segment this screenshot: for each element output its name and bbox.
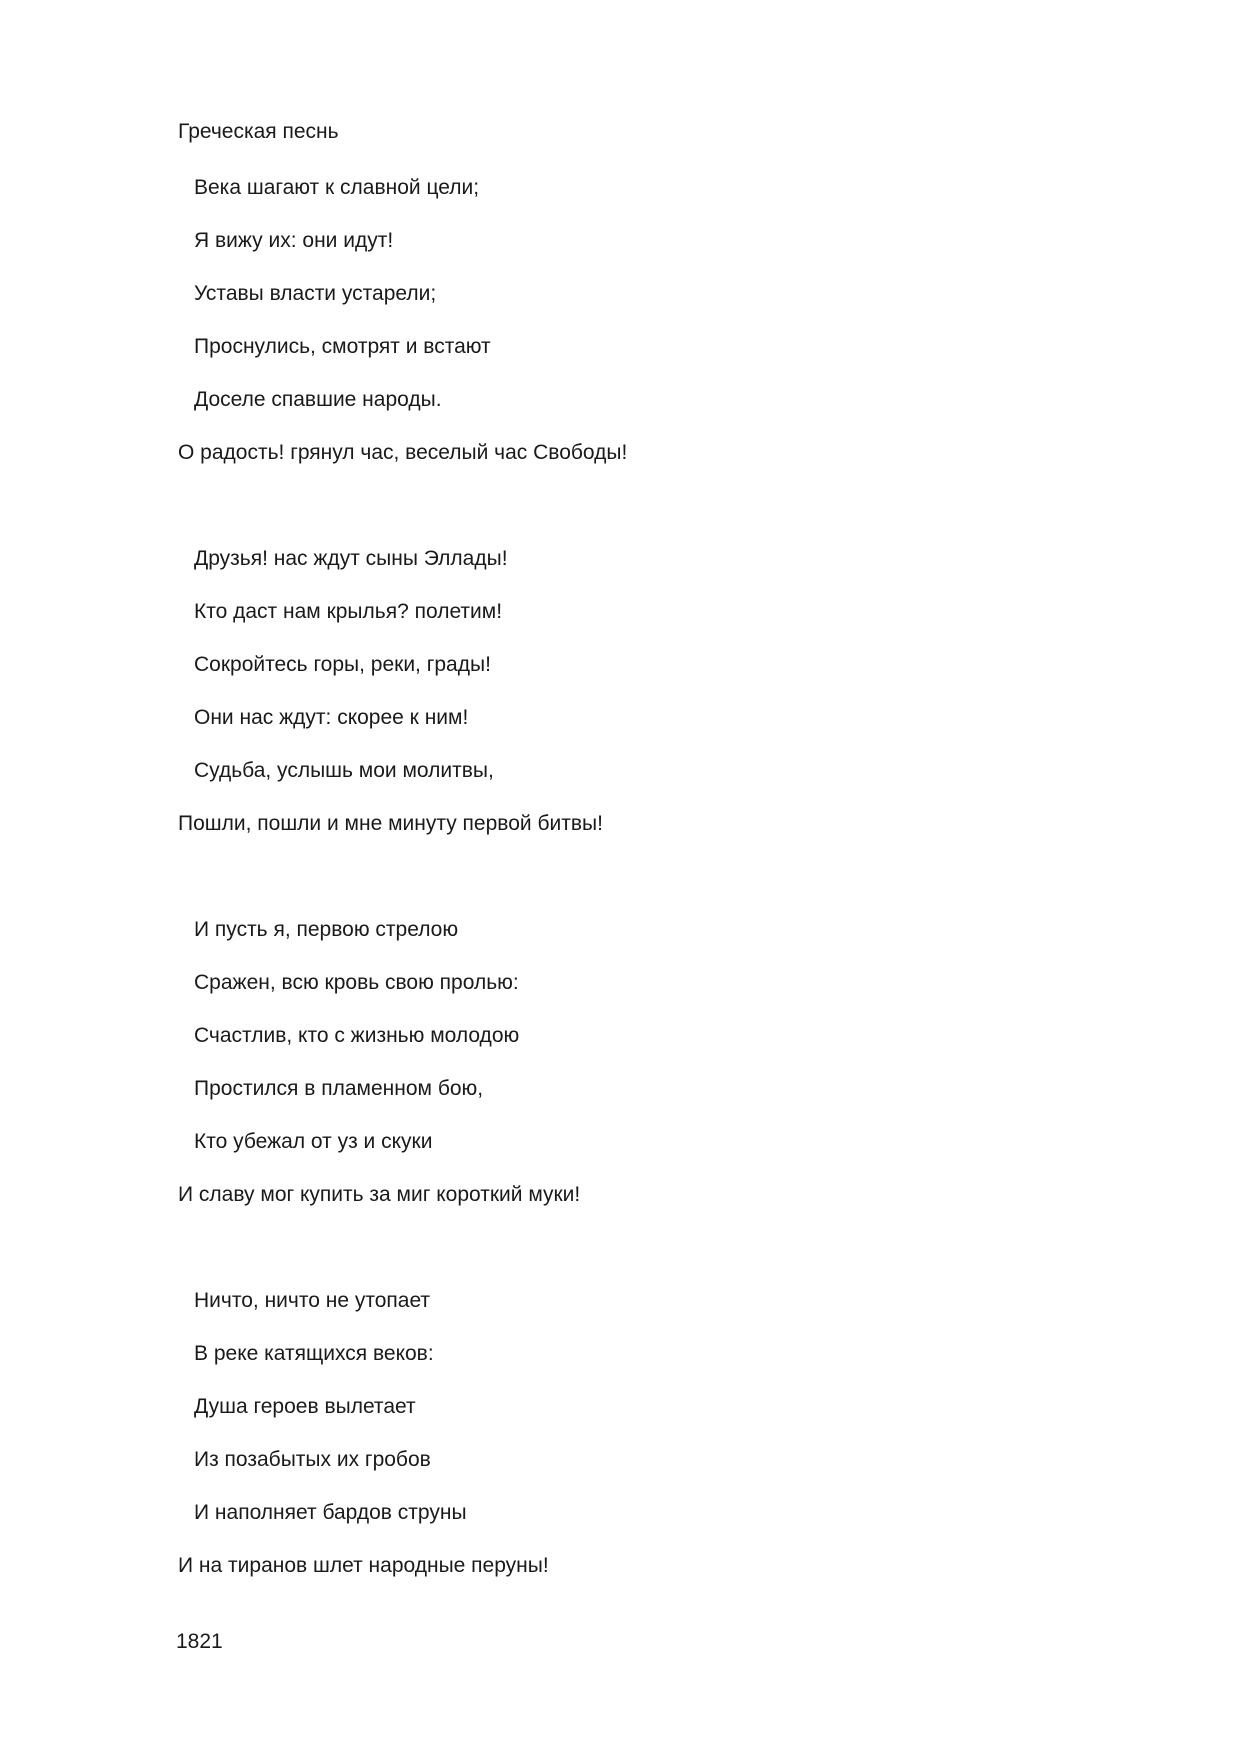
poem-closing-line: И славу мог купить за миг короткий муки! bbox=[178, 1183, 581, 1206]
poem-line: Простился в пламенном бою, bbox=[194, 1077, 484, 1100]
poem-line: Из позабытых их гробов bbox=[194, 1448, 431, 1471]
poem-closing-line: Пошли, пошли и мне минуту первой битвы! bbox=[178, 812, 603, 835]
poem-year: 1821 bbox=[176, 1630, 223, 1653]
poem-line: Судьба, услышь мои молитвы, bbox=[194, 759, 494, 782]
poem-line: Кто даст нам крылья? полетим! bbox=[194, 600, 503, 623]
poem-line: Уставы власти устарели; bbox=[194, 282, 437, 305]
poem-line: Проснулись, смотрят и встают bbox=[194, 335, 491, 358]
poem-closing-line: И на тиранов шлет народные перуны! bbox=[178, 1554, 549, 1577]
poem-line: И наполняет бардов струны bbox=[194, 1501, 467, 1524]
poem-title: Греческая песнь bbox=[178, 120, 339, 143]
poem-line: В реке катящихся веков: bbox=[194, 1342, 434, 1365]
poem-line: И пусть я, первою стрелою bbox=[194, 918, 459, 941]
poem-line: Сражен, всю кровь свою пролью: bbox=[194, 971, 519, 994]
poem-line: Сокройтесь горы, реки, грады! bbox=[194, 653, 491, 676]
poem-line: Века шагают к славной цели; bbox=[194, 176, 480, 199]
poem-line: Кто убежал от уз и скуки bbox=[194, 1130, 433, 1153]
poem-line: Они нас ждут: скорее к ним! bbox=[194, 706, 469, 729]
poem-line: Я вижу их: они идут! bbox=[194, 229, 394, 252]
poem-line: Друзья! нас ждут сыны Эллады! bbox=[194, 547, 508, 570]
poem-line: Ничто, ничто не утопает bbox=[194, 1289, 431, 1312]
poem-line: Счастлив, кто с жизнью молодою bbox=[194, 1024, 520, 1047]
poem-closing-line: О радость! грянул час, веселый час Свободы! bbox=[178, 441, 628, 464]
poem-line: Доселе спавшие народы. bbox=[194, 388, 442, 411]
poem-line: Душа героев вылетает bbox=[194, 1395, 416, 1418]
